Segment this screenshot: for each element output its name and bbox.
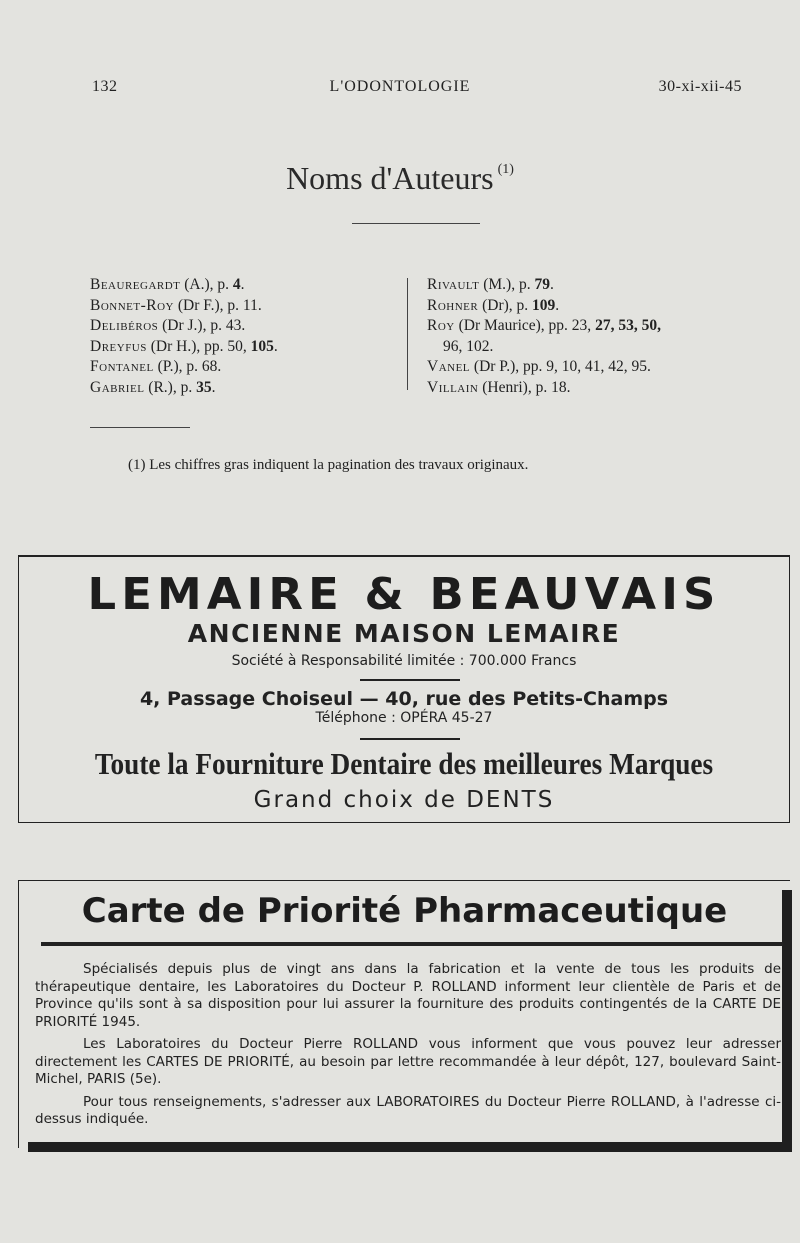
title-rule: [352, 223, 480, 224]
issue-date: 30-xi-xii-45: [658, 78, 742, 95]
entry-punctuation: .: [211, 378, 216, 396]
author-pages: (Dr J.), p. 43.: [158, 317, 246, 334]
author-entry: [427, 275, 757, 296]
author-entry: [90, 357, 390, 378]
author-pages: (M.), p.: [479, 276, 535, 293]
ad-rule: [360, 679, 460, 681]
author-entry: [427, 378, 757, 399]
authors-right-column: [427, 275, 757, 398]
ad-phone: Téléphone : OPÉRA 45-27: [315, 710, 493, 726]
author-name: Gabriel: [90, 378, 145, 396]
author-name: Bonnet-Roy: [90, 296, 174, 314]
author-pages: (Dr P.), pp. 9, 10, 41, 42, 95.: [470, 358, 651, 375]
author-entry: [90, 378, 390, 399]
ad-paragraph: Spécialisés depuis plus de vingt ans dans la fabrication et la vente de tous les produits de thérapeutique dentaire, les Laboratoires du Docteur P. ROLLAND informent leur clientèle de Paris et de Province qu'ils sont à sa disposition pour lui assurer la fourniture des produits contingentés de la CARTE DE PRIORITÉ 1945.: [35, 961, 781, 1030]
author-pages: (R.), p.: [144, 378, 197, 396]
entry-punctuation: .: [273, 337, 278, 355]
author-name: Villain: [427, 378, 479, 396]
author-pages: (Henri), p. 18.: [478, 378, 571, 396]
author-name: Rivault: [427, 276, 480, 293]
original-work-pages: 4: [232, 276, 241, 293]
author-entry: [427, 337, 757, 358]
author-pages: (Dr), p.: [478, 296, 533, 314]
original-work-pages: 79: [534, 276, 550, 293]
footnote-rule: [90, 427, 190, 428]
author-entry: [427, 296, 757, 317]
heading-rule: [41, 942, 783, 946]
ad-brand: LEMAIRE & BEAUVAIS: [87, 569, 721, 620]
original-work-pages: 105: [250, 337, 274, 355]
ad-rule: [360, 738, 460, 740]
carte-priorite-ad: [18, 880, 790, 1148]
author-name: Beauregardt: [90, 276, 181, 293]
entry-punctuation: .: [555, 296, 560, 314]
author-entry: [427, 357, 757, 378]
journal-title: L'ODONTOLOGIE: [329, 78, 471, 95]
author-name: Vanel: [427, 358, 471, 375]
author-entry: [90, 337, 390, 358]
ad-society: Société à Responsabilité limitée : 700.000 Francs: [231, 653, 577, 669]
page-title: [0, 160, 800, 197]
ad-subtitle: ANCIENNE MAISON LEMAIRE: [187, 619, 621, 648]
original-work-pages: 35: [196, 378, 212, 396]
author-pages: (Dr H.), pp. 50,: [146, 337, 251, 355]
ad-body: [35, 961, 781, 1134]
author-pages: (Dr Maurice), pp. 23,: [454, 317, 596, 334]
authors-left-column: [90, 275, 390, 398]
ad-paragraph: Pour tous renseignements, s'adresser aux LABORATOIRES du Docteur Pierre ROLLAND, à l'adresse ci-dessus indiquée.: [35, 1093, 781, 1127]
author-name: Fontanel: [90, 358, 154, 375]
author-name: Roy: [427, 317, 455, 334]
entry-punctuation: .: [240, 276, 245, 293]
column-divider: [407, 278, 408, 390]
author-pages: (P.), p. 68.: [153, 358, 222, 375]
footnote-marker: (1): [497, 162, 514, 177]
author-name: Rohner: [427, 296, 479, 314]
author-pages: (Dr F.), p. 11.: [174, 296, 262, 314]
original-work-pages: 27, 53, 50,: [595, 317, 661, 334]
entry-punctuation: .: [549, 276, 554, 293]
author-name: Delibéros: [90, 317, 159, 334]
ad-heading: Carte de Priorité Pharmaceutique: [81, 891, 728, 931]
author-name: Dreyfus: [90, 337, 147, 355]
original-work-pages: 109: [532, 296, 556, 314]
ad-address: 4, Passage Choiseul — 40, rue des Petits-Champs: [139, 688, 669, 710]
page-number: 132: [92, 78, 118, 95]
author-entry: [90, 275, 390, 296]
ad-paragraph: Les Laboratoires du Docteur Pierre ROLLAND vous informent que vous pouvez leur adresser directement les CARTES DE PRIORITÉ, au besoin par lettre recommandée à leur dépôt, 127, boulevard Saint-Michel, PARIS (5e).: [35, 1036, 781, 1087]
footnote: (1) Les chiffres gras indiquent la pagination des travaux originaux.: [128, 457, 529, 473]
ad-tagline: Toute la Fourniture Dentaire des meilleures Marques: [94, 746, 714, 781]
author-entry: [90, 316, 390, 337]
author-entry: [427, 316, 757, 337]
author-pages: 96, 102.: [443, 337, 494, 355]
author-pages: (A.), p.: [180, 276, 233, 293]
page-title-text: Noms d'Auteurs: [286, 160, 494, 196]
lemaire-beauvais-ad: [18, 555, 790, 823]
author-entry: [90, 296, 390, 317]
ad-dents-choice: Grand choix de DENTS: [253, 787, 555, 813]
